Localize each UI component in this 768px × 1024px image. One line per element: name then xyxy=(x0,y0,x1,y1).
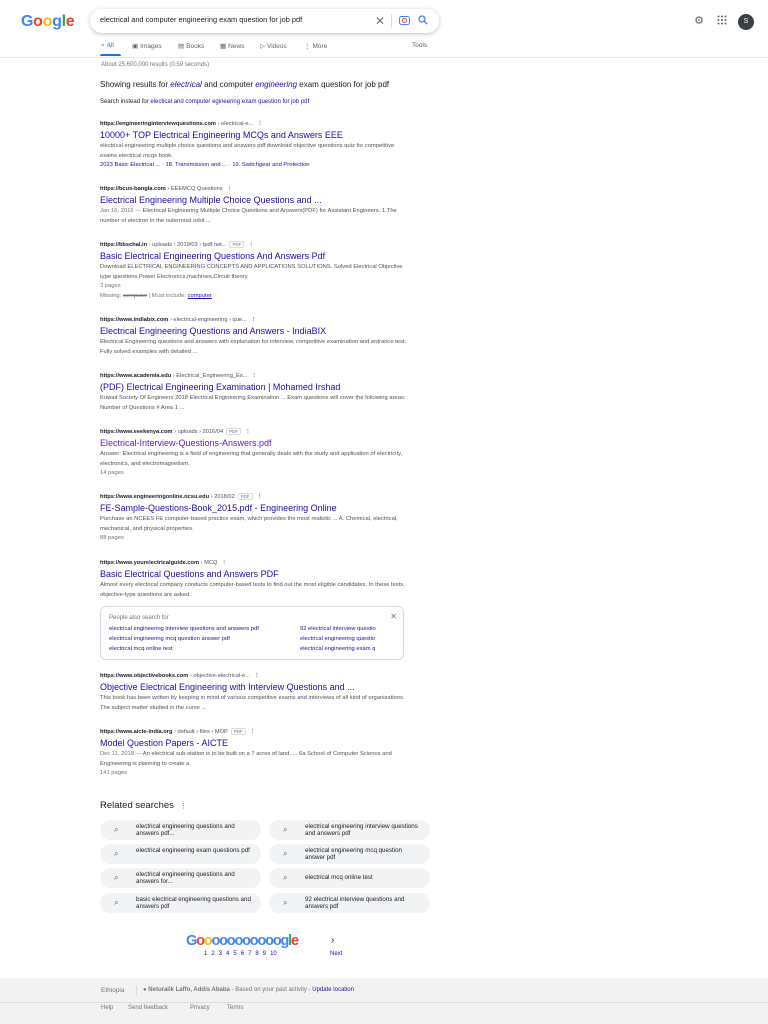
result-url[interactable]: https://www.academia.edu › Electrical_Engineering_Ex... ⋮ xyxy=(100,373,258,379)
result-snippet: Download ELECTRICAL ENGINEERING CONCEPTS AND APPLICATIONS SOLUTIONS. Solved Electrical Objective type questions,Power Electronics,machines,Circuit theory. xyxy=(100,264,403,280)
pager-logo-letter: o xyxy=(265,933,273,949)
search-result xyxy=(100,493,410,544)
logo-letter: e xyxy=(65,13,75,30)
logo-letter: g xyxy=(52,13,62,30)
result-title[interactable]: (PDF) Electrical Engineering Examination | Mohamed Irshad xyxy=(100,382,341,392)
tabs-divider xyxy=(0,57,768,58)
result-url[interactable]: https://bbschal.in › uploads › 2019/03 › tpdf.net... PDF ⋮ xyxy=(100,242,255,248)
related-search-chip[interactable]: ⌕ electrical engineering exam questions pdf xyxy=(100,844,261,864)
pasf-link[interactable]: electrical engineering interview questions and answers pdf xyxy=(109,626,259,632)
result-stats: About 25,600,000 results (0.59 seconds) xyxy=(101,62,210,68)
missing-terms: Missing: computer | Must include: computer xyxy=(100,292,212,299)
logo-letter: o xyxy=(42,13,53,30)
pasf-link[interactable]: electrical mcq online test xyxy=(109,646,173,652)
result-url[interactable]: https://www.engineeringonline.ncsu.edu › 2018/02 PDF ⋮ xyxy=(100,494,263,500)
must-include-link[interactable]: computer xyxy=(187,292,212,299)
more-options-icon[interactable]: ⋮ xyxy=(179,803,187,810)
search-icon: ⌕ xyxy=(114,825,119,834)
tab-images[interactable]: ▣ Images xyxy=(132,43,162,50)
related-search-chip[interactable]: ⌕ electrical mcq online test xyxy=(269,868,430,888)
search-icon: ⌕ xyxy=(283,849,288,858)
result-url[interactable]: https://www.aicte-india.org › default › files › MOP PDF ⋮ xyxy=(100,729,256,735)
pasf-link[interactable]: electrical engineering mcq question answer pdf xyxy=(109,636,230,642)
pdf-badge: PDF xyxy=(226,428,241,435)
pdf-badge: PDF xyxy=(231,728,246,735)
more-options-icon[interactable]: ⋮ xyxy=(251,373,258,379)
close-icon[interactable]: ✕ xyxy=(390,612,397,621)
pasf-link[interactable]: 92 electrical interview questio xyxy=(300,626,376,632)
result-snippet: electrical engineering multiple choice questions and answers pdf download objective questions quiz for competitive exams electrical mcqs book. xyxy=(100,143,395,159)
page-link[interactable]: 10 xyxy=(270,951,277,957)
result-url[interactable]: https://www.objectivebooks.com › objective-electrical-e... ⋮ xyxy=(100,673,260,679)
page-link[interactable]: 2 xyxy=(211,951,215,957)
news-icon: ▦ xyxy=(220,43,227,50)
result-title[interactable]: FE-Sample-Questions-Book_2015.pdf - Engineering Online xyxy=(100,503,337,513)
result-snippet: Answer: Electrical engineering is a field of engineering that generally deals with the study and application of electricity, electronics, and electromagnetism. xyxy=(100,451,403,467)
footer-link-terms[interactable]: Terms xyxy=(227,1005,244,1011)
search-result xyxy=(100,728,410,779)
result-title[interactable]: Model Question Papers - AICTE xyxy=(100,738,229,748)
related-searches-heading: Related searches ⋮ xyxy=(100,800,187,811)
pager-logo-letter: o xyxy=(219,933,227,949)
video-icon: ▷ xyxy=(260,43,265,50)
result-snippet: Jan 16, 2016 — Electrical Engineering Multiple Choice Questions and Answers(PDF) for Assistant Engineers. 1.The number of electron in the outermost orbit ... xyxy=(100,208,397,224)
pager-logo-letter: o xyxy=(226,933,235,949)
page-link[interactable]: 3 xyxy=(218,951,223,957)
related-search-chip[interactable]: ⌕ 92 electrical interview questions and answers pdf xyxy=(269,893,430,913)
result-url[interactable]: https://www.indiabix.com › electrical-engineering › que... ⋮ xyxy=(100,317,257,323)
search-icon[interactable] xyxy=(417,15,429,27)
sitelink[interactable]: 2023 Basic Electrical ... xyxy=(100,162,161,169)
search-result xyxy=(100,428,410,479)
related-search-chip[interactable]: ⌕ electrical engineering mcq question answer pdf xyxy=(269,844,430,864)
result-title[interactable]: Electrical-Interview-Questions-Answers.pdf xyxy=(100,438,272,448)
more-options-icon[interactable]: ⋮ xyxy=(249,729,256,735)
more-options-icon[interactable]: ⋮ xyxy=(245,429,251,435)
pager-logo-letter: e xyxy=(291,933,298,949)
pager-logo-letter: o xyxy=(211,933,220,949)
page-link[interactable]: 5 xyxy=(233,951,237,957)
footer-location: ● Neturalik Laffo, Addis Ababa - Based on your past activity - Update location xyxy=(143,987,354,993)
tools-button[interactable]: Tools xyxy=(412,42,428,49)
search-result xyxy=(100,316,410,357)
pager-logo-letter: o xyxy=(257,933,266,949)
search-tabs xyxy=(0,42,768,56)
logo-letter: o xyxy=(33,13,43,30)
page-count: 14 pages xyxy=(100,470,124,477)
related-search-chip[interactable]: ⌕ electrical engineering questions and answers pdf... xyxy=(100,820,261,840)
page-count: 3 pages xyxy=(100,283,121,290)
chevron-right-icon[interactable]: › xyxy=(331,935,335,946)
search-instead: Search instead for electical and computer egineering exam question for job pdf xyxy=(100,99,310,105)
tab-videos[interactable]: ▷ Videos xyxy=(260,43,287,50)
result-sitelinks: 2023 Basic Electrical ... · 18. Transmission and ... · 19. Switchgear and Protection xyxy=(100,162,310,169)
search-result xyxy=(100,241,410,301)
related-search-chip[interactable]: ⌕ basic electrical engineering questions and answers pdf xyxy=(100,893,261,913)
page-link[interactable]: 6 xyxy=(240,951,245,957)
related-search-chip[interactable]: ⌕ electrical engineering questions and answers for... xyxy=(100,868,261,888)
search-icon: ⌕ xyxy=(114,873,119,882)
footer-country: Ethiopia xyxy=(101,987,125,994)
page-count: 88 pages xyxy=(100,535,124,542)
more-options-icon[interactable]: ⋮ xyxy=(250,317,257,323)
search-icon: ⌕ xyxy=(283,898,288,907)
footer-link-feedback[interactable]: Send feedback xyxy=(128,1005,169,1011)
pasf-link[interactable]: electrical engineering questio xyxy=(300,636,376,642)
pagination xyxy=(186,933,343,957)
apps-grid-icon[interactable] xyxy=(716,15,728,27)
update-location-link[interactable]: Update location xyxy=(312,987,354,993)
corrected-word[interactable]: electrical xyxy=(170,80,202,89)
result-snippet: Electrical Engineering questions and answers with explanation for interview, competitive examination and entrance test. Fully solved examples with detailed ... xyxy=(100,339,407,355)
footer-link-privacy[interactable]: Privacy xyxy=(190,1005,210,1011)
search-icon: ⌕ xyxy=(114,898,119,907)
page-link[interactable]: 7 xyxy=(248,951,252,957)
page-link[interactable]: 4 xyxy=(226,951,230,957)
next-page-link[interactable]: Next xyxy=(330,951,343,957)
lens-camera-icon[interactable] xyxy=(398,15,410,27)
result-url[interactable]: https://engineeringinterviewquestions.com › electrical-e... ⋮ xyxy=(100,121,263,127)
footer-location-row xyxy=(0,978,768,1003)
result-snippet: Kuwait Society Of Engineers 2018 Electrical Engineering Examination ... Exam questions will cover the following areas: Number of Questions # Area 1 ... xyxy=(100,395,406,411)
search-icon: ⌕ xyxy=(114,849,119,858)
result-snippet: This book has been written by keeping in mind of various competitive exams and interviews of all kind of organizations. The subject matter studied in the curse ... xyxy=(100,695,405,711)
result-snippet: Almost every electrical company conducts computer-based tests to find out the most eligible candidates. In these tests, objective-type questions are asked. xyxy=(100,582,405,598)
footer xyxy=(0,978,768,1024)
corrected-word[interactable]: engineering xyxy=(255,80,298,89)
search-result xyxy=(100,120,410,171)
sitelink[interactable]: 19. Switchgear and Protection xyxy=(232,162,310,169)
footer-divider xyxy=(136,985,137,996)
tab-more[interactable]: ⋮ More xyxy=(304,43,328,50)
more-options-icon[interactable]: ⋮ xyxy=(248,242,255,248)
search-instead-link[interactable]: electical and computer egineering exam question for job pdf xyxy=(150,99,310,105)
result-title[interactable]: Objective Electrical Engineering with Interview Questions and ... xyxy=(100,682,355,692)
pdf-badge: PDF xyxy=(229,241,244,248)
current-page: 1 xyxy=(204,951,208,957)
pasf-link[interactable]: electrical engineering exam q xyxy=(300,646,376,652)
result-title[interactable]: Basic Electrical Engineering Questions And Answers Pdf xyxy=(100,251,326,261)
search-box[interactable] xyxy=(90,9,439,33)
sitelink[interactable]: 18. Transmission and ... xyxy=(165,162,227,169)
pager-logo-letter: o xyxy=(196,933,204,949)
result-snippet: Purchase an NCEES FE computer-based practice exam, which provides the most realistic ... A. Chemical, electrical, mechanical, and physical properties. xyxy=(100,516,398,532)
clear-icon[interactable]: ✕ xyxy=(374,14,386,28)
tab-books[interactable]: ▤ Books xyxy=(178,43,205,50)
related-search-chip[interactable]: ⌕ electrical engineering interview questions and answers pdf xyxy=(269,820,430,840)
more-options-icon[interactable]: ⋮ xyxy=(226,186,233,192)
pager-logo-letter: o xyxy=(242,933,250,949)
pasf-heading: People also search for xyxy=(109,615,169,621)
result-url[interactable]: https://bcus-bangla.com › EEEMCQ Questions ⋮ xyxy=(100,186,233,192)
page-count: 141 pages xyxy=(100,770,128,777)
pdf-badge: PDF xyxy=(238,493,253,500)
more-options-icon[interactable]: ⋮ xyxy=(257,121,263,127)
logo-letter: G xyxy=(21,13,34,30)
people-also-search-for xyxy=(100,606,404,660)
result-snippet: Dec 11, 2018 — An electrical sub-station is to be built on a 7 acres of land. ... 6a School of Computer Science and Engineering is planning to create a. xyxy=(100,751,392,767)
tab-news[interactable]: ▦ News xyxy=(220,43,245,50)
result-title[interactable]: Electrical Engineering Questions and Answers - IndiaBIX xyxy=(100,326,327,336)
more-icon: ⋮ xyxy=(304,43,311,50)
gooogle-pager-logo xyxy=(186,933,298,949)
google-logo[interactable] xyxy=(21,13,74,31)
pager-logo-letter: l xyxy=(288,933,291,949)
pager-logo-letter: o xyxy=(234,933,243,949)
pager-logo-letter: o xyxy=(249,933,258,949)
search-divider xyxy=(391,14,392,28)
result-title[interactable]: Electrical Engineering Multiple Choice Questions and ... xyxy=(100,195,322,205)
settings-gear-icon[interactable]: ⚙ xyxy=(694,15,704,27)
more-options-icon[interactable]: ⋮ xyxy=(253,673,260,679)
search-icon: ⌕ xyxy=(283,873,288,882)
result-title[interactable]: 10000+ TOP Electrical Engineering MCQs and Answers EEE xyxy=(100,130,343,140)
search-result xyxy=(100,559,410,600)
pager-logo-letter: o xyxy=(203,933,212,949)
spelling-correction: Showing results for electrical and computer engineering exam question for job pdf xyxy=(100,80,390,89)
result-title[interactable]: Basic Electrical Questions and Answers PDF xyxy=(100,569,279,579)
search-result xyxy=(100,185,410,226)
page-link[interactable]: 8 xyxy=(255,951,259,957)
search-icon: ⌕ xyxy=(283,825,288,834)
page-numbers xyxy=(204,951,281,957)
pager-logo-letter: G xyxy=(186,933,197,949)
page-link[interactable]: 9 xyxy=(262,951,267,957)
more-options-icon[interactable]: ⋮ xyxy=(256,494,263,500)
search-input[interactable]: electrical and computer engineering exam question for job pdf xyxy=(100,15,303,24)
result-url[interactable]: https://www.yourelectricalguide.com › MCQ ⋮ xyxy=(100,560,228,566)
pager-logo-letter: o xyxy=(272,933,281,949)
image-icon: ▣ xyxy=(132,43,139,50)
tab-all[interactable]: ⌕ All xyxy=(101,42,114,49)
active-tab-indicator xyxy=(100,54,121,56)
result-url[interactable]: https://www.eeekenya.com › uploads › 2016/04 PDF ⋮ xyxy=(100,429,251,435)
logo-letter: l xyxy=(61,13,66,30)
footer-link-help[interactable]: Help xyxy=(101,1005,114,1011)
search-result xyxy=(100,672,410,713)
search-icon: ⌕ xyxy=(101,42,105,49)
pager-logo-letter: g xyxy=(280,933,289,949)
search-result xyxy=(100,372,410,413)
account-avatar[interactable]: S xyxy=(738,14,754,30)
book-icon: ▤ xyxy=(178,43,185,50)
more-options-icon[interactable]: ⋮ xyxy=(221,560,228,566)
